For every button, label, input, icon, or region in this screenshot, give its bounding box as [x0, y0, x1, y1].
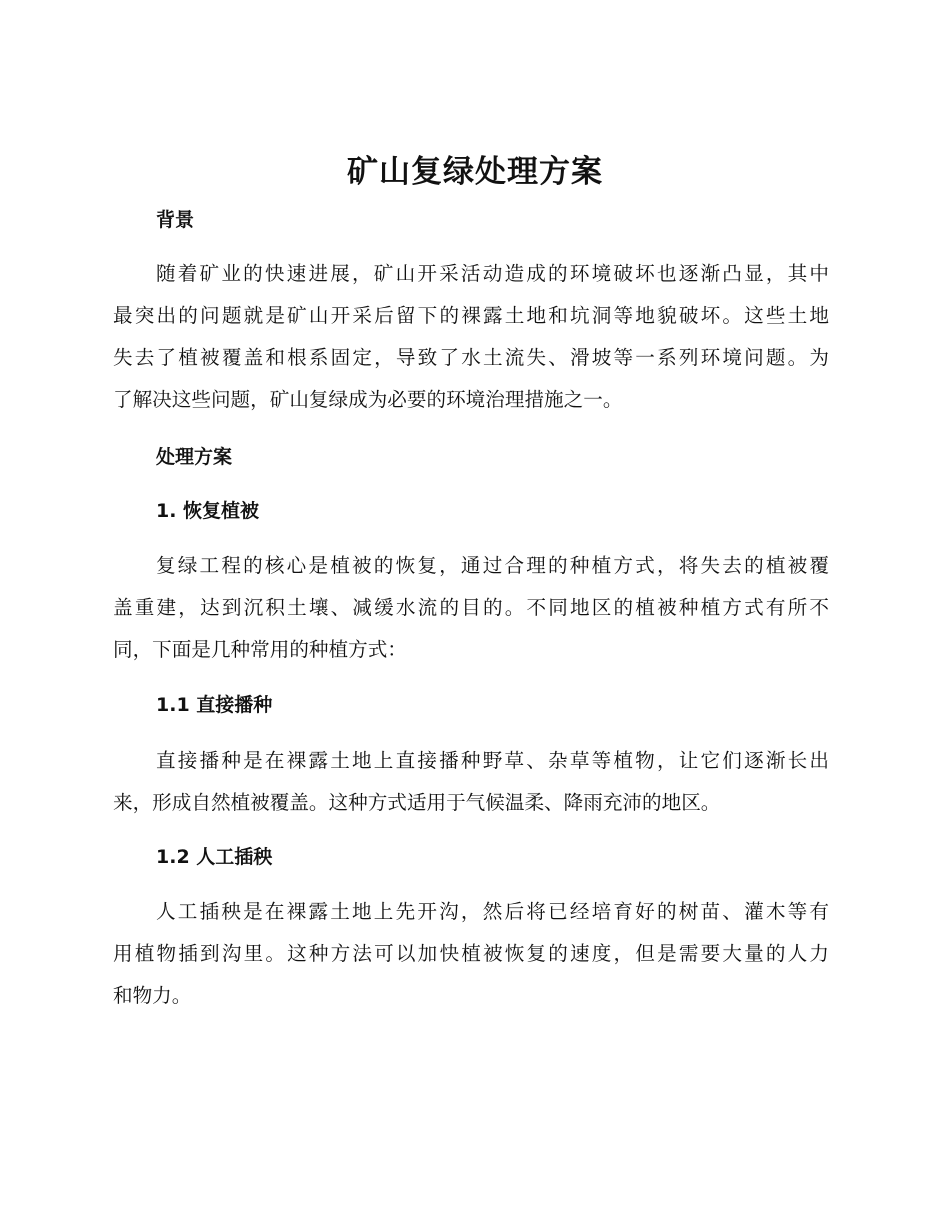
paragraph-line: 直接播种是在裸露土地上直接播种野草、杂草等植物，让它们逐渐长出: [156, 749, 829, 772]
paragraph-direct-sowing: [113, 740, 829, 824]
paragraph-line: 用植物插到沟里。这种方法可以加快植被恢复的速度，但是需要大量的人力: [113, 942, 829, 965]
paragraph-restore-vegetation: [113, 545, 829, 671]
paragraph-line: 人工插秧是在裸露土地上先开沟，然后将已经培育好的树苗、灌木等有: [156, 900, 829, 923]
section-heading-restore-vegetation: 1. 恢复植被: [156, 500, 260, 522]
paragraph-line: 随着矿业的快速进展，矿山开采活动造成的环境破坏也逐渐凸显，其中: [156, 262, 829, 285]
paragraph-line: 了解决这些问题，矿山复绿成为必要的环境治理措施之一。: [113, 388, 623, 411]
paragraph-line: 失去了植被覆盖和根系固定，导致了水土流失、滑坡等一系列环境问题。为: [113, 346, 829, 369]
document-title: 矿山复绿处理方案: [347, 154, 603, 190]
paragraph-line: 最突出的问题就是矿山开采后留下的裸露土地和坑洞等地貌破坏。这些土地: [113, 304, 829, 327]
section-heading-manual-planting: 1.2 人工插秧: [156, 846, 273, 868]
paragraph-line: 盖重建，达到沉积土壤、减缓水流的目的。不同地区的植被种植方式有所不: [113, 596, 829, 619]
section-heading-direct-sowing: 1.1 直接播种: [156, 694, 273, 716]
section-heading-plan: 处理方案: [156, 446, 233, 468]
section-heading-background: 背景: [156, 209, 195, 231]
paragraph-background: [113, 253, 829, 421]
paragraph-line: 来，形成自然植被覆盖。这种方式适用于气候温柔、降雨充沛的地区。: [113, 791, 721, 814]
paragraph-line: 同，下面是几种常用的种植方式：: [113, 638, 407, 661]
paragraph-line: 和物力。: [113, 984, 192, 1007]
paragraph-manual-planting: [113, 891, 829, 1017]
paragraph-line: 复绿工程的核心是植被的恢复，通过合理的种植方式，将失去的植被覆: [156, 554, 829, 577]
